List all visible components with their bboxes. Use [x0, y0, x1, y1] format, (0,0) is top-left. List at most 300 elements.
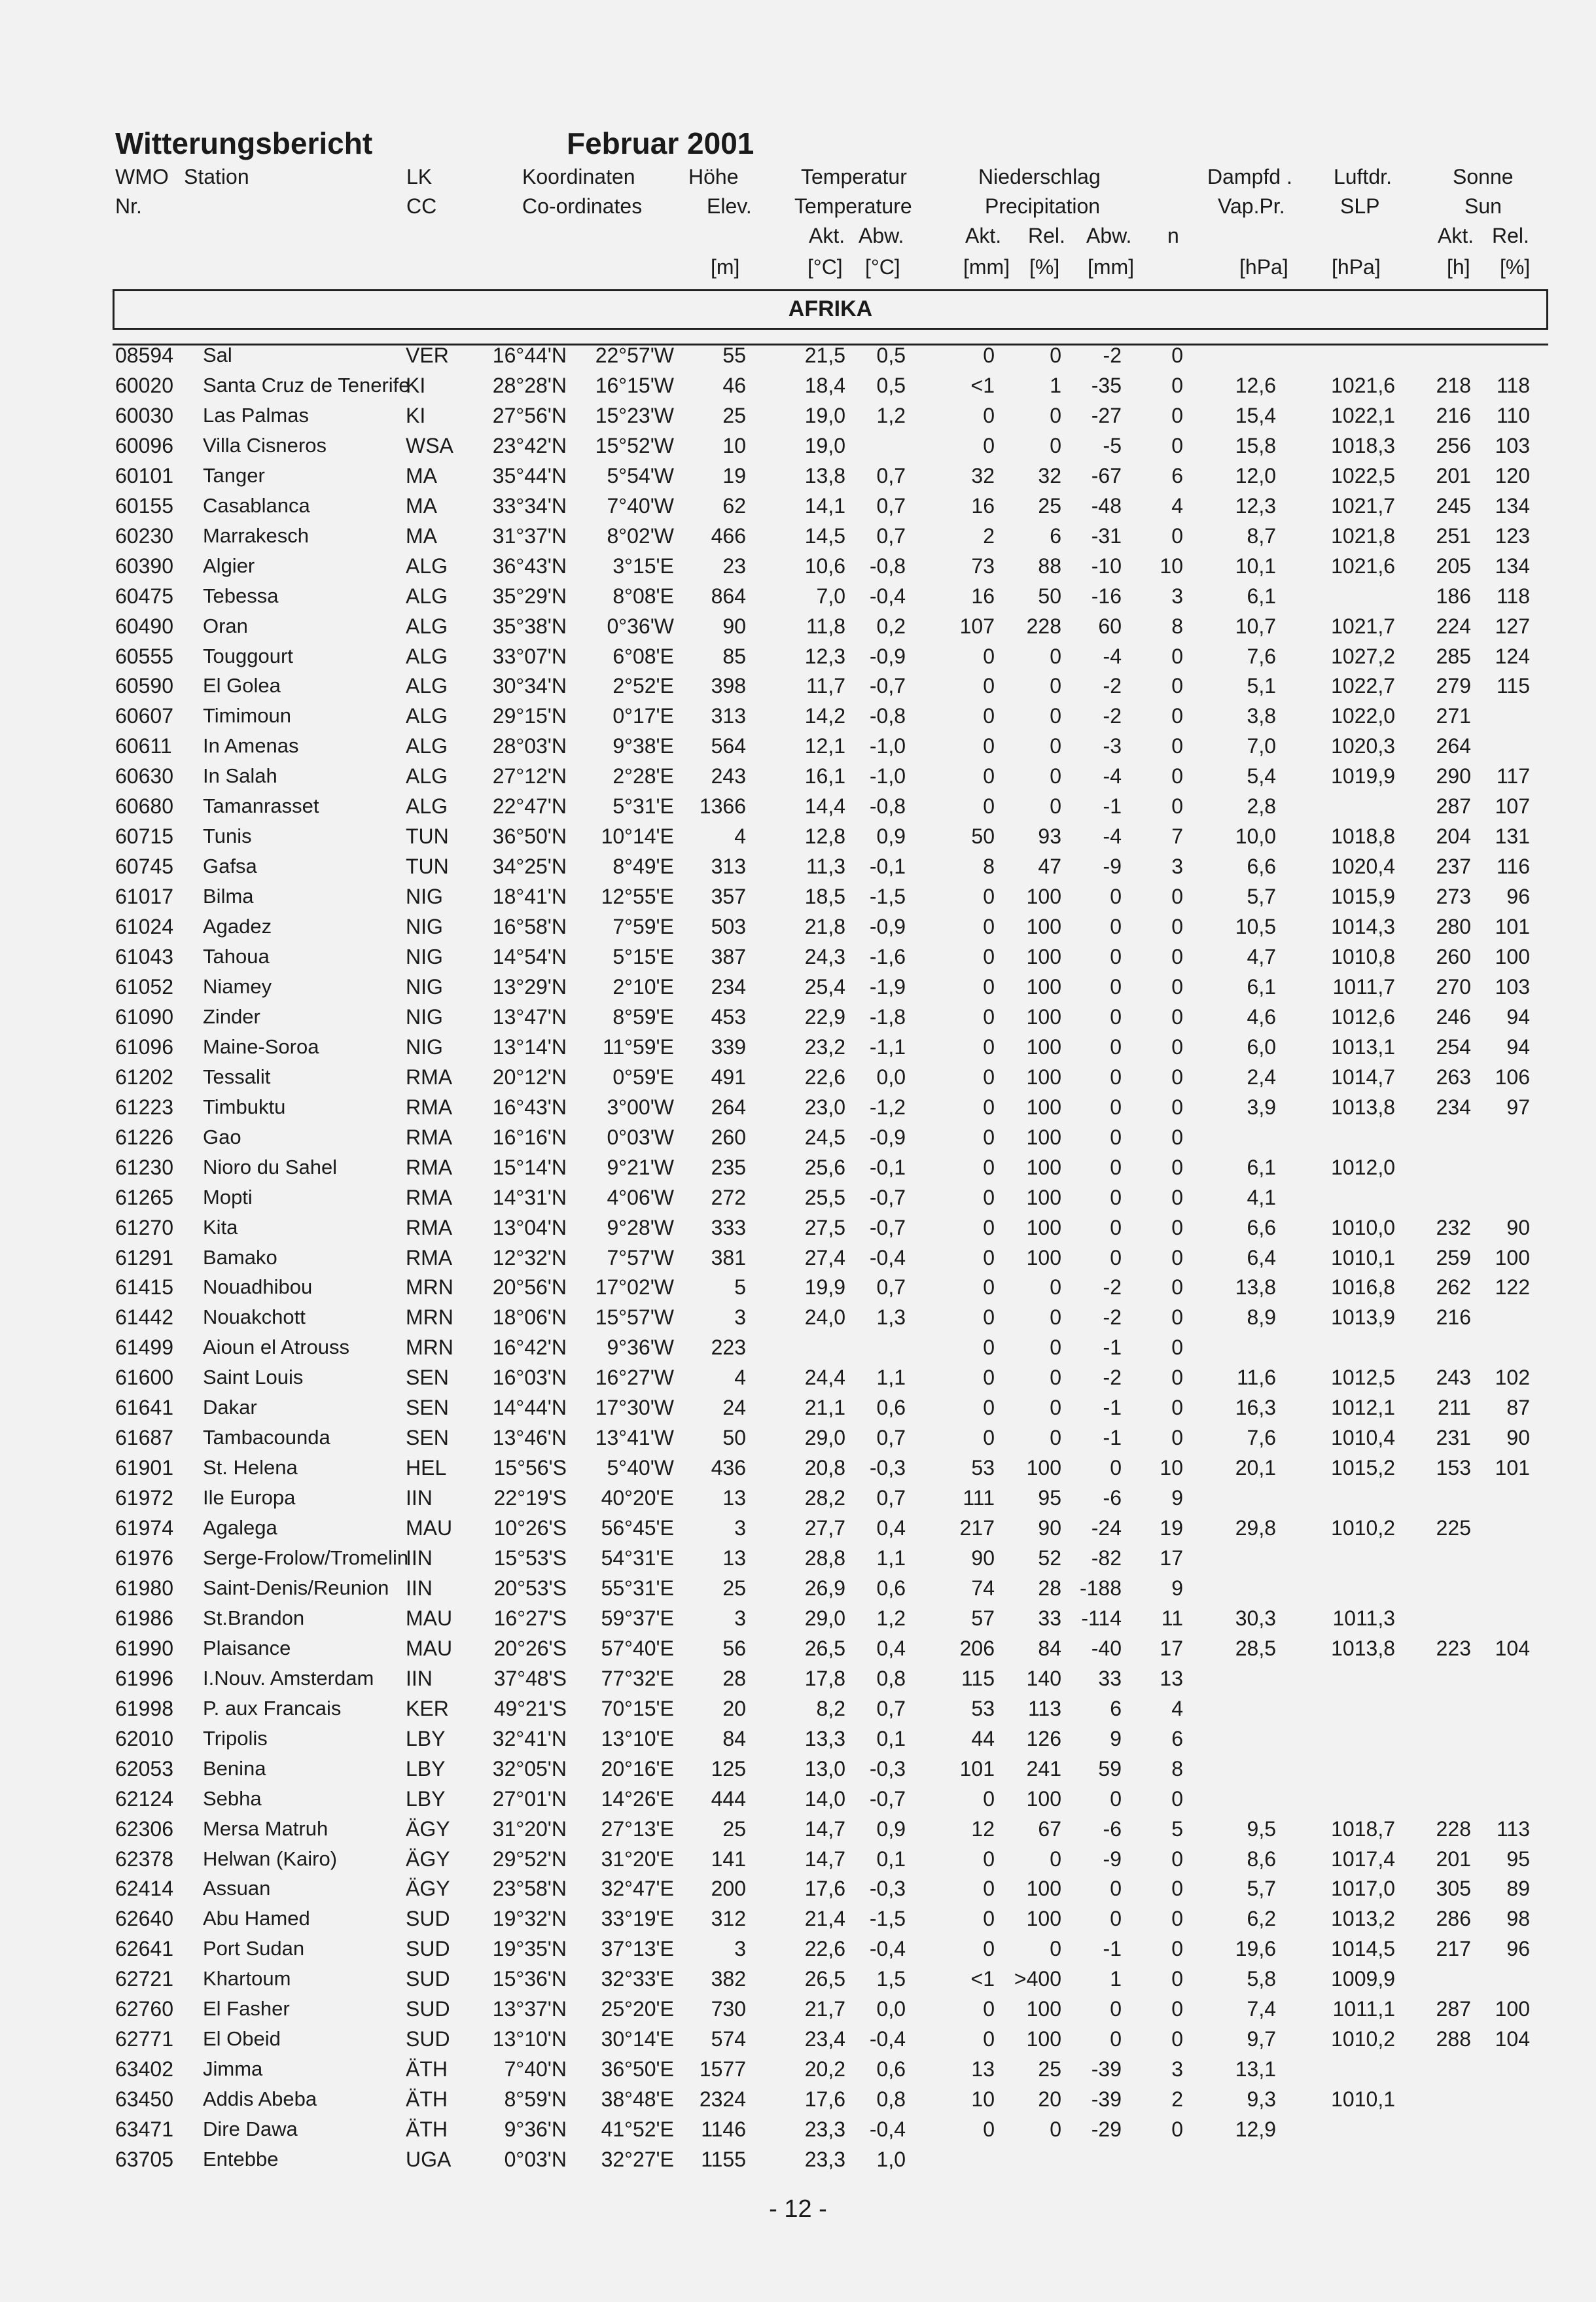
cell-tabw: -1,0 [869, 764, 906, 788]
table-row [0, 1757, 1596, 1787]
cell-elev: 3 [734, 1937, 746, 1961]
header-lk: LK [406, 165, 433, 188]
cell-elev: 13 [722, 1486, 746, 1510]
cell-lat: 18°41'N [492, 885, 567, 909]
cell-prel: 28 [1038, 1576, 1061, 1600]
cell-slp: 1027,2 [1331, 644, 1395, 668]
cell-vap: 5,7 [1247, 885, 1276, 909]
cell-name: Tunis [203, 824, 252, 848]
cell-pabw: -29 [1091, 2117, 1122, 2142]
cell-srel: 100 [1495, 1997, 1530, 2021]
cell-lat: 16°44'N [492, 344, 567, 367]
header-sonne: Sonne [1453, 165, 1514, 188]
cell-lk: LBY [406, 1786, 446, 1811]
cell-pabw: 0 [1110, 974, 1122, 999]
table-row [0, 915, 1596, 945]
cell-prel: 93 [1038, 824, 1061, 849]
cell-wmo: 61974 [115, 1516, 173, 1540]
cell-lat: 7°40'N [504, 2057, 567, 2081]
cell-lk: SUD [406, 1937, 450, 1961]
cell-vap: 9,7 [1247, 2027, 1276, 2051]
cell-lon: 5°15'E [612, 945, 674, 968]
cell-lk: IIN [406, 1666, 433, 1690]
cell-wmo: 61990 [115, 1636, 173, 1660]
cell-wmo: 61442 [115, 1305, 173, 1330]
cell-lk: NIG [406, 974, 443, 999]
cell-lat: 16°16'N [492, 1125, 567, 1149]
cell-elev: 62 [722, 493, 746, 518]
cell-pabw: -9 [1103, 855, 1122, 879]
cell-wmo: 60607 [115, 704, 173, 728]
cell-n: 0 [1171, 1185, 1183, 1209]
cell-prel: 0 [1050, 644, 1061, 668]
cell-name: Marrakesch [203, 523, 309, 547]
cell-prel: 126 [1026, 1726, 1061, 1750]
cell-lk: RMA [406, 1215, 453, 1239]
cell-pabw: -188 [1079, 1576, 1122, 1600]
table-row [0, 674, 1596, 704]
cell-pakt: 0 [983, 1215, 995, 1239]
cell-lon: 5°31'E [612, 794, 674, 819]
cell-tabw: 0,9 [876, 1816, 906, 1841]
cell-lat: 13°47'N [492, 1004, 567, 1029]
cell-n: 0 [1171, 1004, 1183, 1029]
cell-elev: 23 [722, 554, 746, 578]
cell-lat: 27°01'N [492, 1786, 567, 1811]
cell-tact: 21,7 [804, 1997, 845, 2021]
cell-tabw: 0,7 [876, 1486, 906, 1510]
cell-srel: 103 [1495, 974, 1530, 999]
cell-pabw: -114 [1081, 1606, 1122, 1630]
cell-lon: 32°27'E [601, 2148, 674, 2171]
table-row [0, 404, 1596, 434]
cell-tact: 24,0 [804, 1305, 845, 1330]
cell-name: Ile Europa [203, 1486, 296, 1510]
cell-lat: 16°42'N [492, 1336, 567, 1360]
cell-lat: 19°35'N [492, 1937, 567, 1961]
cell-prel: 32 [1038, 463, 1061, 487]
cell-lat: 35°29'N [492, 584, 567, 608]
cell-lon: 32°33'E [601, 1967, 674, 1991]
cell-lat: 12°32'N [492, 1245, 567, 1269]
cell-srel: 98 [1506, 1907, 1530, 1931]
cell-srel: 131 [1495, 824, 1530, 849]
cell-prel: 0 [1050, 764, 1061, 788]
cell-sakt: 217 [1436, 1937, 1471, 1961]
cell-lon: 77°32'E [601, 1666, 674, 1690]
cell-vap: 10,7 [1235, 614, 1276, 638]
cell-lon: 40°20'E [601, 1486, 674, 1510]
cell-elev: 28 [722, 1666, 746, 1690]
cell-tact: 29,0 [804, 1426, 845, 1450]
cell-tabw: 0,6 [876, 2057, 906, 2081]
cell-wmo: 61270 [115, 1215, 173, 1239]
cell-sakt: 205 [1436, 554, 1471, 578]
cell-prel: 100 [1026, 1907, 1061, 1931]
cell-pakt: 90 [971, 1546, 995, 1570]
cell-slp: 1021,6 [1331, 373, 1395, 397]
cell-tabw: 0,6 [876, 1576, 906, 1600]
cell-prel: >400 [1014, 1967, 1061, 1991]
header-koordinaten: Koordinaten [522, 165, 635, 188]
cell-prel: 52 [1038, 1546, 1061, 1570]
cell-tact: 21,5 [804, 344, 845, 367]
cell-elev: 90 [722, 614, 746, 638]
cell-pakt: 0 [983, 644, 995, 668]
header-nr: Nr. [115, 194, 142, 218]
cell-lk: MA [406, 493, 437, 518]
cell-pabw: -2 [1103, 1275, 1122, 1300]
cell-name: Tripolis [203, 1726, 268, 1750]
cell-n: 0 [1171, 794, 1183, 819]
cell-lk: WSA [406, 433, 453, 457]
cell-prel: 0 [1050, 1426, 1061, 1450]
table-row [0, 1005, 1596, 1035]
cell-name: Entebbe [203, 2148, 279, 2170]
cell-slp: 1022,0 [1331, 704, 1395, 728]
cell-sakt: 243 [1436, 1366, 1471, 1390]
table-row [0, 344, 1596, 374]
header-temp-akt: Akt. [809, 224, 845, 247]
cell-vap: 7,6 [1247, 644, 1276, 668]
cell-prel: 113 [1027, 1696, 1061, 1720]
cell-wmo: 61017 [115, 885, 173, 909]
table-row [0, 734, 1596, 764]
cell-elev: 25 [722, 1576, 746, 1600]
cell-pakt: 2 [983, 523, 995, 548]
cell-wmo: 61998 [115, 1696, 173, 1720]
cell-n: 0 [1171, 1155, 1183, 1179]
cell-lat: 13°37'N [492, 1997, 567, 2021]
cell-srel: 127 [1495, 614, 1530, 638]
cell-srel: 96 [1506, 1937, 1530, 1961]
cell-name: Bilma [203, 885, 254, 908]
cell-tabw: -0,7 [869, 1185, 906, 1209]
cell-pabw: 0 [1110, 1786, 1122, 1811]
cell-sakt: 224 [1436, 614, 1471, 638]
cell-lk: SUD [406, 1997, 450, 2021]
cell-srel: 96 [1506, 885, 1530, 909]
cell-elev: 453 [711, 1004, 746, 1029]
cell-slp: 1017,0 [1331, 1877, 1395, 1901]
cell-lat: 37°48'S [493, 1666, 567, 1690]
cell-pabw: -39 [1091, 2087, 1122, 2112]
cell-name: Zinder [203, 1004, 260, 1028]
cell-prel: 100 [1026, 915, 1061, 939]
cell-n: 0 [1171, 373, 1183, 397]
cell-name: Aioun el Atrouss [203, 1336, 350, 1359]
cell-tact: 20,2 [804, 2057, 845, 2081]
cell-lk: ÄGY [406, 1847, 450, 1871]
cell-lk: RMA [406, 1185, 453, 1209]
cell-elev: 564 [711, 734, 746, 758]
cell-wmo: 61226 [115, 1125, 173, 1149]
cell-pakt: 73 [971, 554, 995, 578]
cell-srel: 134 [1495, 493, 1530, 518]
report-title: Witterungsbericht [115, 126, 373, 160]
cell-elev: 13 [722, 1546, 746, 1570]
cell-slp: 1013,9 [1331, 1305, 1395, 1330]
section-header-box [113, 289, 1548, 330]
cell-vap: 8,9 [1247, 1305, 1276, 1330]
cell-lon: 33°19'E [601, 1907, 674, 1931]
cell-vap: 6,6 [1247, 855, 1276, 879]
header-sun-rel: Rel. [1492, 224, 1529, 247]
cell-tact: 11,7 [806, 674, 845, 698]
cell-lat: 19°32'N [492, 1907, 567, 1931]
cell-vap: 5,1 [1247, 674, 1276, 698]
cell-vap: 5,8 [1247, 1967, 1276, 1991]
cell-name: Khartoum [203, 1967, 291, 1991]
cell-lk: ALG [406, 644, 448, 668]
cell-pabw: -35 [1091, 373, 1122, 397]
cell-elev: 19 [722, 463, 746, 487]
cell-n: 0 [1171, 1847, 1183, 1871]
cell-prel: 0 [1050, 344, 1061, 367]
cell-srel: 104 [1495, 1636, 1530, 1660]
cell-prel: 0 [1050, 704, 1061, 728]
cell-lk: ÄTH [406, 2087, 448, 2112]
cell-pabw: -1 [1103, 1426, 1122, 1450]
cell-wmo: 60630 [115, 764, 173, 788]
cell-elev: 398 [711, 674, 746, 698]
cell-lk: HEL [406, 1456, 447, 1480]
cell-n: 0 [1171, 764, 1183, 788]
cell-name: Benina [203, 1756, 266, 1780]
cell-prel: 0 [1050, 1937, 1061, 1961]
cell-vap: 9,5 [1247, 1816, 1276, 1841]
table-row [0, 494, 1596, 524]
cell-name: Jimma [203, 2057, 263, 2081]
cell-srel: 122 [1495, 1275, 1530, 1300]
cell-tabw: -1,2 [869, 1095, 906, 1119]
cell-prel: 100 [1026, 1245, 1061, 1269]
cell-prel: 1 [1050, 373, 1061, 397]
cell-lk: IIN [406, 1576, 433, 1600]
cell-tabw: -1,5 [869, 1907, 906, 1931]
cell-elev: 387 [711, 945, 746, 968]
header-temperature: Temperature [794, 194, 912, 218]
cell-tact: 13,3 [804, 1726, 845, 1750]
cell-lat: 22°19'S [493, 1486, 567, 1510]
cell-prel: 241 [1026, 1756, 1061, 1780]
cell-n: 0 [1171, 344, 1183, 367]
header-wmo: WMO [115, 165, 169, 188]
cell-lat: 23°58'N [492, 1877, 567, 1901]
cell-sakt: 204 [1436, 824, 1471, 849]
cell-prel: 100 [1026, 1035, 1061, 1059]
cell-vap: 19,6 [1235, 1937, 1276, 1961]
cell-lat: 20°53'S [493, 1576, 567, 1600]
cell-lk: RMA [406, 1125, 453, 1149]
table-row [0, 1847, 1596, 1877]
cell-vap: 7,4 [1247, 1997, 1276, 2021]
cell-elev: 234 [711, 974, 746, 999]
header-sun: Sun [1464, 194, 1502, 218]
cell-lon: 8°49'E [612, 855, 674, 879]
cell-srel: 103 [1495, 433, 1530, 457]
cell-name: Agalega [203, 1516, 277, 1540]
cell-name: Las Palmas [203, 403, 309, 427]
cell-name: Touggourt [203, 644, 293, 667]
cell-wmo: 60020 [115, 373, 173, 397]
cell-name: Serge-Frolow/Tromelin [203, 1546, 409, 1569]
cell-wmo: 60490 [115, 614, 173, 638]
cell-n: 3 [1171, 855, 1183, 879]
table-row [0, 1576, 1596, 1606]
cell-pakt: 50 [971, 824, 995, 849]
table-row [0, 2087, 1596, 2117]
cell-pabw: -24 [1091, 1516, 1122, 1540]
cell-wmo: 61600 [115, 1366, 173, 1390]
cell-srel: 124 [1495, 644, 1530, 668]
cell-elev: 264 [711, 1095, 746, 1119]
cell-pakt: 0 [983, 974, 995, 999]
cell-tact: 11,3 [806, 855, 845, 879]
cell-pakt: 0 [983, 1907, 995, 1931]
cell-elev: 85 [722, 644, 746, 668]
cell-tabw: 0,6 [876, 1396, 906, 1420]
cell-n: 2 [1171, 2087, 1183, 2112]
cell-lk: ALG [406, 614, 448, 638]
cell-lat: 34°25'N [492, 855, 567, 879]
cell-n: 0 [1171, 1967, 1183, 1991]
cell-lat: 23°42'N [492, 433, 567, 457]
cell-lk: SEN [406, 1366, 449, 1390]
cell-n: 0 [1171, 1336, 1183, 1360]
cell-sakt: 259 [1436, 1245, 1471, 1269]
cell-lat: 36°43'N [492, 554, 567, 578]
cell-lk: MA [406, 463, 437, 487]
cell-pakt: 0 [983, 2027, 995, 2051]
cell-pakt: 111 [963, 1486, 995, 1510]
cell-elev: 381 [711, 1245, 746, 1269]
cell-lk: UGA [406, 2148, 452, 2171]
cell-prel: 100 [1026, 1065, 1061, 1089]
cell-wmo: 61052 [115, 974, 173, 999]
cell-pabw: 0 [1110, 915, 1122, 939]
cell-n: 17 [1160, 1546, 1183, 1570]
cell-vap: 2,4 [1247, 1065, 1276, 1089]
cell-wmo: 61043 [115, 945, 173, 968]
cell-elev: 313 [711, 855, 746, 879]
cell-vap: 10,1 [1235, 554, 1276, 578]
cell-pakt: 44 [971, 1726, 995, 1750]
cell-n: 4 [1171, 1696, 1183, 1720]
cell-wmo: 61499 [115, 1336, 173, 1360]
cell-sakt: 246 [1436, 1004, 1471, 1029]
cell-tact: 13,8 [804, 463, 845, 487]
cell-name: St.Brandon [203, 1606, 305, 1629]
cell-n: 0 [1171, 1937, 1183, 1961]
cell-pabw: 0 [1110, 1065, 1122, 1089]
cell-elev: 333 [711, 1215, 746, 1239]
cell-vap: 6,1 [1247, 974, 1276, 999]
cell-lon: 57°40'E [601, 1636, 674, 1660]
cell-tact: 25,4 [804, 974, 845, 999]
cell-wmo: 63402 [115, 2057, 173, 2081]
cell-wmo: 61096 [115, 1035, 173, 1059]
table-row [0, 1246, 1596, 1276]
cell-n: 7 [1171, 824, 1183, 849]
cell-pakt: 0 [983, 1426, 995, 1450]
table-row [0, 1937, 1596, 1967]
cell-n: 3 [1171, 584, 1183, 608]
cell-lon: 38°48'E [601, 2087, 674, 2112]
cell-wmo: 60475 [115, 584, 173, 608]
cell-pabw: -1 [1103, 1937, 1122, 1961]
cell-name: Tebessa [203, 584, 279, 607]
cell-srel: 104 [1495, 2027, 1530, 2051]
cell-pabw: 0 [1110, 2027, 1122, 2051]
table-row [0, 374, 1596, 404]
cell-lat: 32°05'N [492, 1756, 567, 1780]
cell-lk: RMA [406, 1155, 453, 1179]
cell-pabw: -2 [1103, 704, 1122, 728]
cell-pakt: 74 [971, 1576, 995, 1600]
cell-wmo: 62760 [115, 1997, 173, 2021]
cell-wmo: 61415 [115, 1275, 173, 1300]
cell-prel: 67 [1038, 1816, 1061, 1841]
cell-lk: LBY [406, 1726, 446, 1750]
cell-tact: 25,5 [804, 1185, 845, 1209]
cell-n: 0 [1171, 1035, 1183, 1059]
cell-lat: 22°47'N [492, 794, 567, 819]
cell-n: 0 [1171, 1125, 1183, 1149]
cell-elev: 25 [722, 1816, 746, 1841]
cell-elev: 260 [711, 1125, 746, 1149]
cell-sakt: 211 [1437, 1396, 1471, 1420]
cell-lon: 59°37'E [601, 1606, 674, 1630]
cell-pakt: 53 [971, 1456, 995, 1480]
cell-elev: 357 [711, 885, 746, 909]
cell-lk: ÄTH [406, 2117, 448, 2142]
cell-tabw: -1,0 [869, 734, 906, 758]
cell-lat: 15°36'N [492, 1967, 567, 1991]
table-row [0, 554, 1596, 584]
cell-tabw: 0,5 [876, 373, 906, 397]
header-niederschlag: Niederschlag [978, 165, 1101, 188]
cell-tact: 7,0 [816, 584, 845, 608]
cell-prel: 100 [1026, 1215, 1061, 1239]
cell-prel: 100 [1026, 1456, 1061, 1480]
header-prec-abw: Abw. [1086, 224, 1132, 247]
cell-pakt: 0 [983, 1065, 995, 1089]
cell-srel: 101 [1495, 915, 1530, 939]
cell-tact: 18,4 [804, 373, 845, 397]
cell-slp: 1019,9 [1331, 764, 1395, 788]
cell-wmo: 60030 [115, 403, 173, 427]
cell-slp: 1011,7 [1332, 974, 1395, 999]
cell-lat: 20°12'N [492, 1065, 567, 1089]
cell-wmo: 60715 [115, 824, 173, 849]
cell-prel: 0 [1050, 1847, 1061, 1871]
cell-pakt: 0 [983, 1305, 995, 1330]
cell-slp: 1014,3 [1331, 915, 1395, 939]
cell-srel: 118 [1496, 584, 1530, 608]
cell-name: Helwan (Kairo) [203, 1847, 338, 1870]
cell-elev: 272 [711, 1185, 746, 1209]
cell-wmo: 60680 [115, 794, 173, 819]
cell-pakt: 0 [983, 915, 995, 939]
cell-lon: 22°57'W [595, 344, 674, 367]
cell-lk: ALG [406, 674, 448, 698]
cell-vap: 8,6 [1247, 1847, 1276, 1871]
cell-lk: TUN [406, 855, 449, 879]
cell-tact: 14,1 [804, 493, 845, 518]
cell-lat: 8°59'N [504, 2087, 567, 2112]
cell-elev: 436 [711, 1456, 746, 1480]
